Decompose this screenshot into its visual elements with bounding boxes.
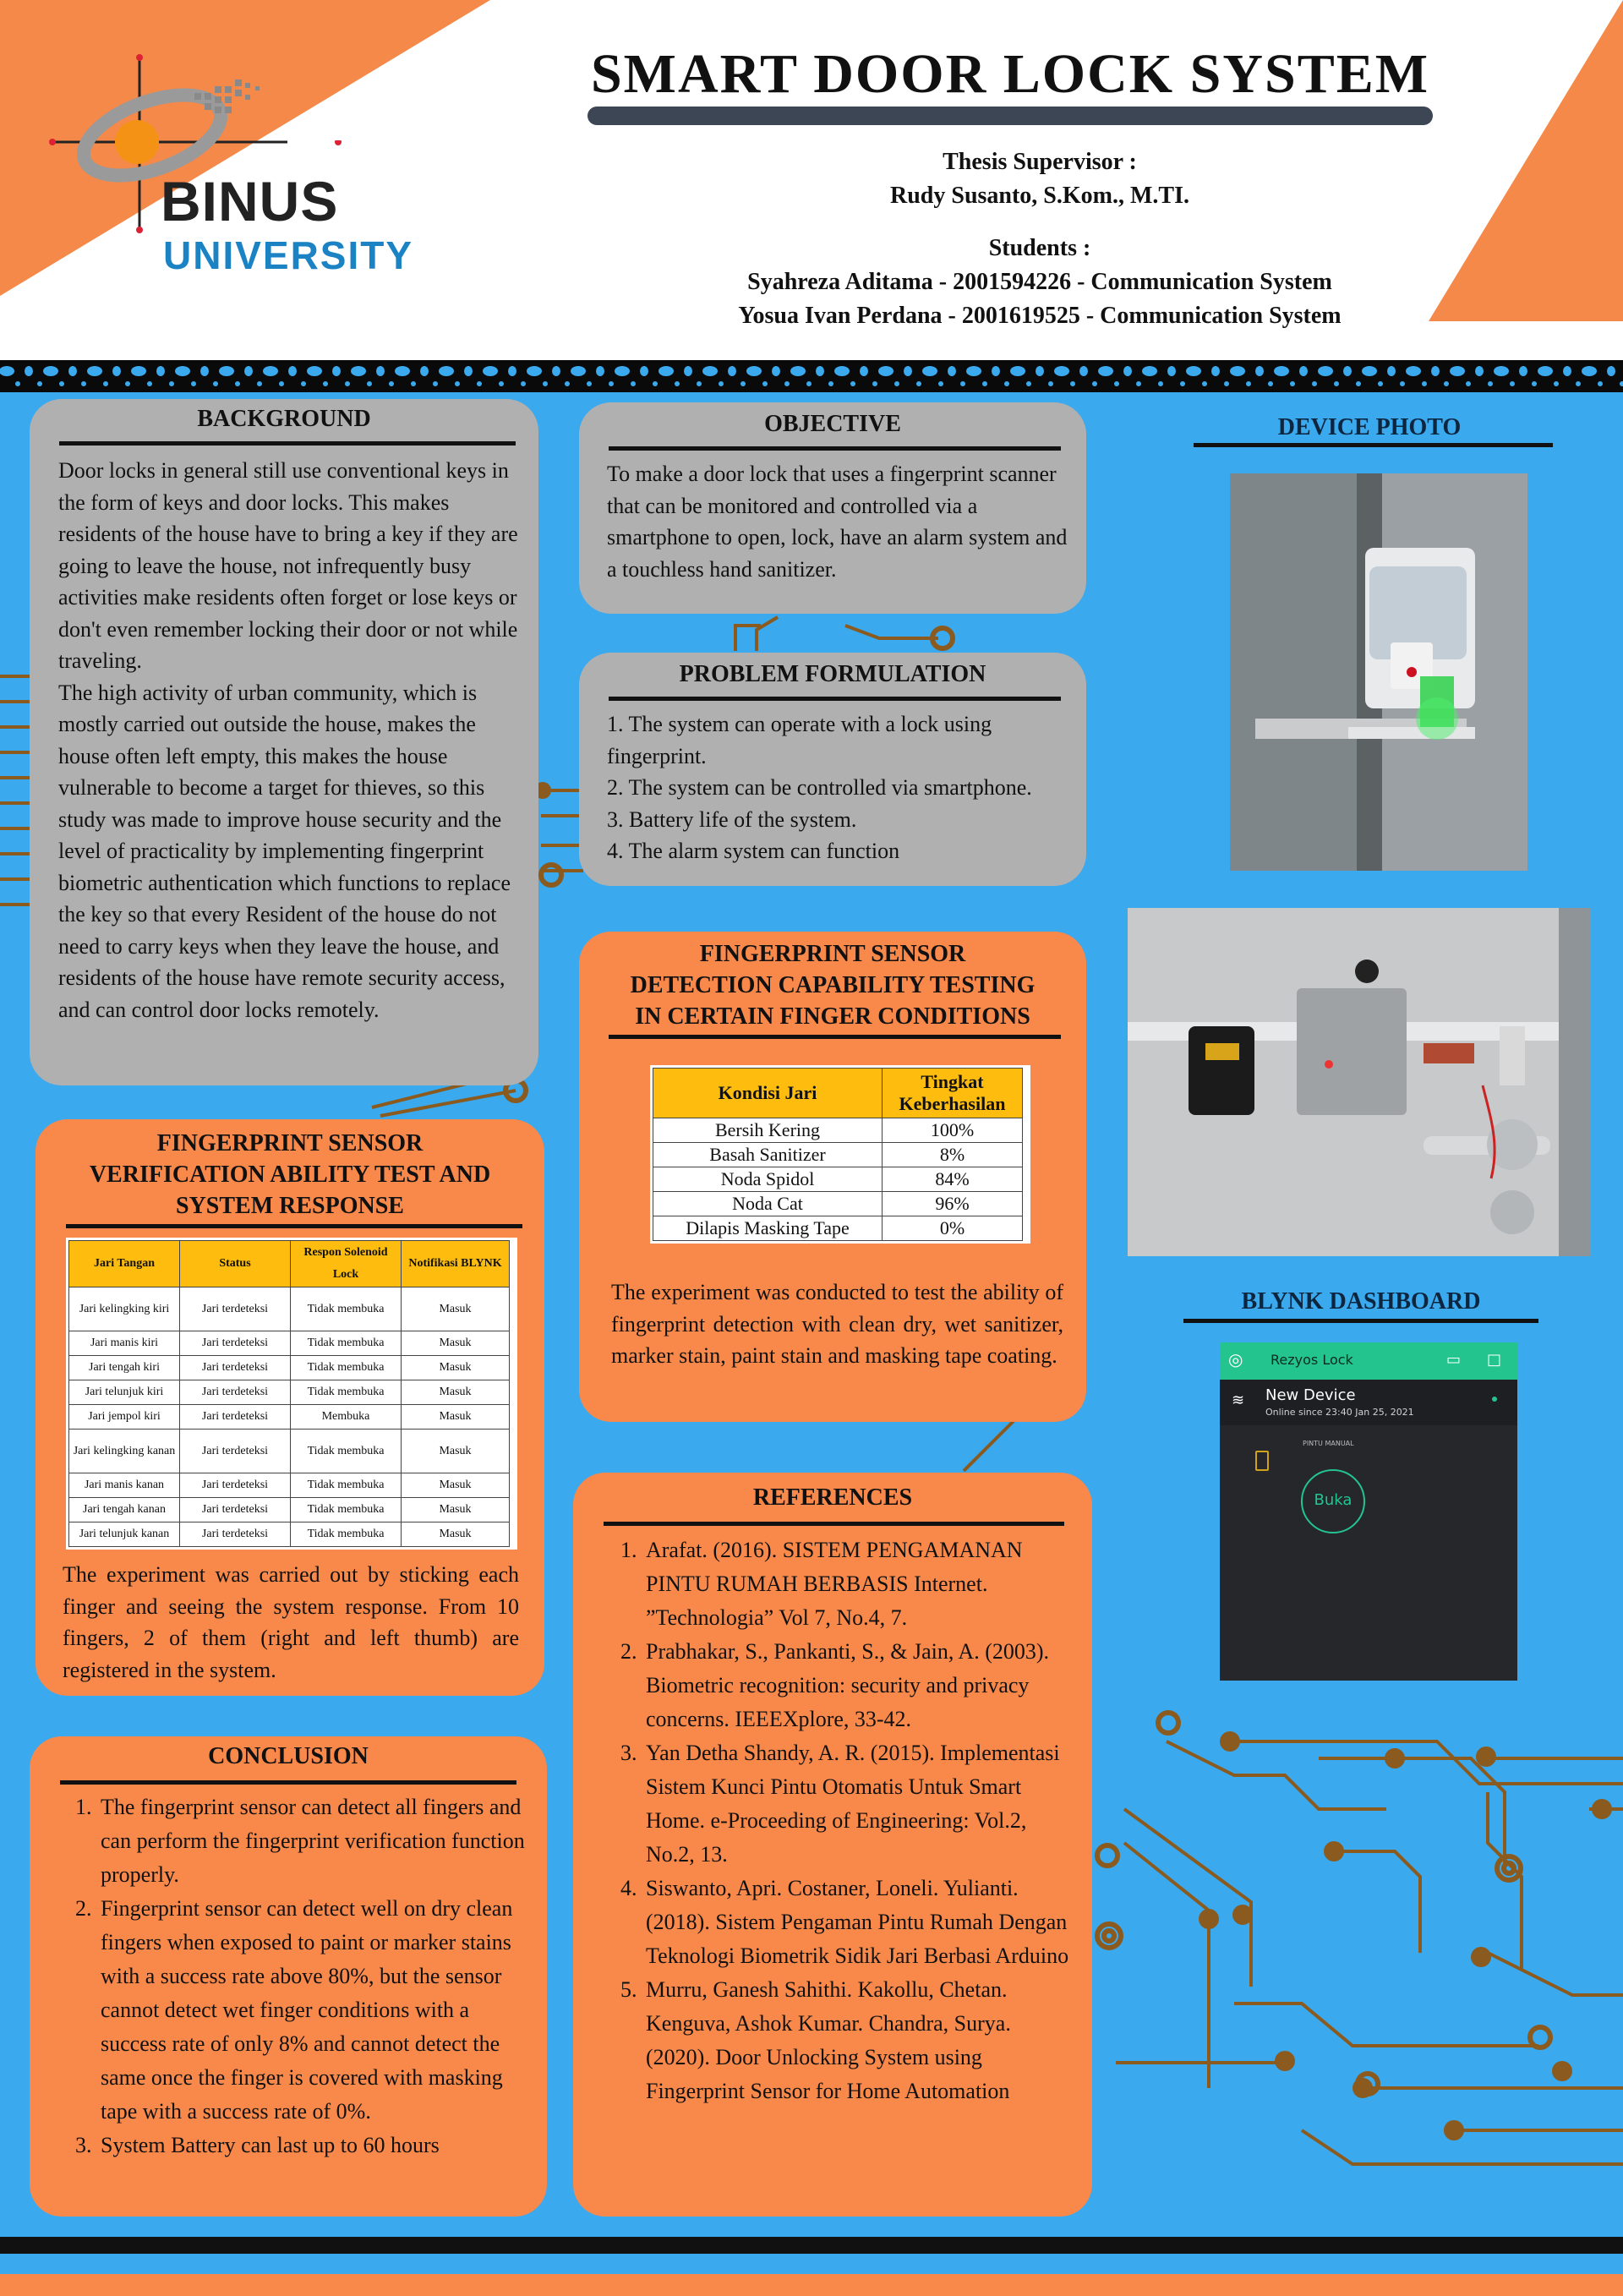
border-dot	[257, 381, 262, 386]
background-title: BACKGROUND	[197, 406, 371, 432]
border-dot	[351, 366, 366, 376]
table-cell: Jari telunjuk kanan	[69, 1522, 180, 1547]
battery-icon[interactable]: ▭	[1446, 1351, 1462, 1369]
border-dot	[916, 381, 921, 386]
border-dot	[1142, 366, 1157, 376]
table-cell: Noda Cat	[653, 1192, 883, 1216]
border-dot	[1186, 366, 1201, 376]
table-cell: Jari terdeteksi	[180, 1356, 291, 1380]
table-cell: Tidak membuka	[291, 1473, 402, 1498]
border-dot	[1202, 381, 1207, 386]
references-rule	[604, 1522, 1064, 1526]
border-dot	[543, 381, 548, 386]
border-dot	[420, 366, 429, 376]
border-dot	[175, 366, 190, 376]
table-cell: 100%	[883, 1118, 1023, 1143]
verification-header: Jari Tangan	[69, 1241, 180, 1287]
problem-rule	[609, 697, 1061, 701]
border-dot	[1343, 366, 1352, 376]
blynk-device-status: Online since 23:40 Jan 25, 2021	[1265, 1407, 1414, 1418]
border-dot	[790, 366, 806, 376]
problem-title: PROBLEM FORMULATION	[679, 661, 986, 687]
detection-title-line3: IN CERTAIN FINGER CONDITIONS	[635, 1003, 1030, 1030]
border-dot	[571, 366, 586, 376]
border-dot	[1026, 381, 1031, 386]
border-dot	[483, 366, 498, 376]
conclusion-title: CONCLUSION	[208, 1743, 369, 1769]
logo-word-binus: BINUS	[161, 170, 339, 232]
border-dot	[872, 381, 877, 386]
dotted-border	[0, 360, 1623, 392]
border-dot	[1378, 381, 1383, 386]
table-cell: 0%	[883, 1216, 1023, 1241]
border-dot	[1576, 381, 1581, 386]
buka-button-label: Buka	[1314, 1491, 1352, 1509]
blynk-widget-label: PINTU MANUAL	[1303, 1440, 1354, 1447]
border-dot	[508, 366, 516, 376]
detection-header: Tingkat Keberhasilan	[883, 1069, 1023, 1118]
settings-icon[interactable]: ◎	[1228, 1349, 1243, 1369]
verification-table	[68, 1240, 510, 1547]
border-dot	[301, 381, 306, 386]
border-dot	[1450, 366, 1465, 376]
border-dot	[658, 366, 674, 376]
border-dot	[15, 381, 20, 386]
online-indicator	[1492, 1397, 1497, 1402]
border-dot	[1224, 381, 1229, 386]
border-dot	[828, 381, 833, 386]
verification-title-line2: VERIFICATION ABILITY TEST AND	[89, 1162, 491, 1188]
objective-text: To make a door lock that uses a fingerprint scanner that can be monitored and controlled via a smartphone to open, lock, have an alarm system and a touchless hand sanitizer.	[607, 462, 1068, 582]
detection-rule	[609, 1035, 1061, 1039]
verification-panel	[36, 1119, 544, 1696]
verification-header: Respon Solenoid Lock	[291, 1241, 402, 1287]
references-panel	[573, 1473, 1092, 2217]
border-dot	[1246, 381, 1251, 386]
border-dot	[1092, 381, 1097, 386]
border-dot	[587, 381, 592, 386]
border-dot	[37, 381, 42, 386]
border-dot	[702, 366, 718, 376]
border-dot	[1010, 366, 1025, 376]
border-dot	[982, 381, 987, 386]
table-cell: Tidak membuka	[291, 1380, 402, 1405]
references-list-wrap	[590, 1533, 1076, 2108]
border-dot	[235, 381, 240, 386]
border-dot	[1334, 381, 1339, 386]
border-dot	[784, 381, 790, 386]
table-cell: Jari tengah kiri	[69, 1356, 180, 1380]
border-dot	[1079, 366, 1088, 376]
verification-header: Notifikasi BLYNK	[402, 1241, 510, 1287]
border-dot	[640, 366, 648, 376]
table-cell: Tidak membuka	[291, 1522, 402, 1547]
border-dot	[960, 381, 965, 386]
border-dot	[1431, 366, 1440, 376]
border-dot	[675, 381, 680, 386]
border-dot	[1387, 366, 1396, 376]
border-dot	[81, 381, 86, 386]
table-cell: Jari telunjuk kiri	[69, 1380, 180, 1405]
border-dot	[772, 366, 780, 376]
border-dot	[1230, 366, 1245, 376]
conclusion-list	[53, 1790, 527, 2162]
verification-title	[36, 1128, 544, 1222]
table-cell: Jari tengah kanan	[69, 1498, 180, 1522]
conclusion-item: 2. Fingerprint sensor can detect well on dry clean fingers when exposed to paint or marker stains with a success rate above 80%, but the sensor cannot detect wet finger conditions with a success rate of only 8% and cannot detect the same once the finger is covered with masking tape with a success rate of 0%.	[97, 1892, 527, 2129]
table-cell: Dilapis Masking Tape	[653, 1216, 883, 1241]
border-dot	[103, 381, 108, 386]
detection-panel	[579, 932, 1086, 1422]
border-dot	[43, 366, 58, 376]
border-dot	[395, 366, 410, 376]
device-photo-rule	[1194, 443, 1553, 447]
border-dot	[131, 366, 146, 376]
border-dot	[279, 381, 284, 386]
border-dot	[125, 381, 130, 386]
verification-rule	[66, 1224, 522, 1228]
border-dot	[1607, 366, 1615, 376]
border-dot	[433, 381, 438, 386]
border-dot	[1406, 366, 1421, 376]
border-dot	[1268, 381, 1273, 386]
background-text	[58, 455, 519, 1025]
border-dot	[1598, 381, 1603, 386]
border-dot	[596, 366, 604, 376]
reference-item: 5. Murru, Ganesh Sahithi. Kakollu, Chetan. Kenguva, Ashok Kumar. Chandra, Surya. (2020). Door Unlocking System using Fingerprint Sensor for Home Automation	[642, 1973, 1076, 2108]
reference-item: 3. Yan Detha Shandy, A. R. (2015). Implementasi Sistem Kunci Pintu Otomatis Untuk Smart Home. e-Proceeding of Engineering: Vol.2, No.2, 13.	[642, 1736, 1076, 1872]
student-2: Yosua Ivan Perdana - 2001619525 - Communication System	[738, 303, 1342, 329]
border-dot	[376, 366, 385, 376]
header	[0, 0, 1623, 362]
border-dot	[367, 381, 372, 386]
blynk-device-name: New Device	[1265, 1386, 1356, 1404]
verification-header: Status	[180, 1241, 291, 1287]
border-dot	[565, 381, 570, 386]
phone-icon	[1255, 1451, 1269, 1471]
border-dot	[653, 381, 658, 386]
border-dot	[1466, 381, 1471, 386]
border-dot	[1312, 381, 1317, 386]
border-dot	[1582, 366, 1597, 376]
border-dot	[323, 381, 328, 386]
border-dot	[1444, 381, 1449, 386]
border-dot	[1274, 366, 1289, 376]
table-cell: Noda Spidol	[653, 1167, 883, 1192]
border-dot	[719, 381, 724, 386]
students-label: Students :	[988, 235, 1091, 261]
table-cell: Masuk	[402, 1405, 510, 1430]
border-dot	[1004, 381, 1009, 386]
square-icon[interactable]: □	[1487, 1351, 1502, 1369]
verification-title-line1: FINGERPRINT SENSOR	[156, 1130, 424, 1156]
table-cell: Masuk	[402, 1356, 510, 1380]
border-dot	[87, 366, 102, 376]
detection-table-wrap	[650, 1065, 1030, 1244]
reference-item: 2. Prabhakar, S., Pankanti, S., & Jain, A. (2003). Biometric recognition: security and privacy concerns. IEEEXplore, 33-42.	[642, 1635, 1076, 1736]
border-dot	[1475, 366, 1484, 376]
border-dot	[200, 366, 209, 376]
border-dot	[615, 366, 630, 376]
wifi-icon: ≋	[1232, 1391, 1245, 1409]
border-dot	[740, 381, 746, 386]
background-para-2: The high activity of urban community, which is mostly carried out outside the house, makes the house often left empty, this makes the house vulnerable to become a target for thieves, so this study was made to improve house security and the level of practicality by implementing fingerprint biometric authentication which functions to replace the key so that every Resident of the house do not need to carry keys when they leave the house, and residents of the house have remote security access, and can control door locks remotely.	[58, 680, 511, 1022]
border-dot	[1136, 381, 1141, 386]
border-dot	[345, 381, 350, 386]
table-cell: Jari kelingking kiri	[69, 1287, 180, 1331]
problem-item: 4. The alarm system can function	[607, 839, 900, 863]
device-photo-sanitizer	[1230, 473, 1527, 871]
border-dot	[938, 381, 943, 386]
table-cell: Jari kelingking kanan	[69, 1430, 180, 1473]
table-cell: Masuk	[402, 1473, 510, 1498]
detection-title-line1: FINGERPRINT SENSOR	[699, 941, 966, 967]
border-dot	[439, 366, 454, 376]
border-dot	[1422, 381, 1427, 386]
verification-title-line3: SYSTEM RESPONSE	[176, 1193, 404, 1219]
table-cell: Jari terdeteksi	[180, 1380, 291, 1405]
border-dot	[1158, 381, 1163, 386]
border-dot	[728, 366, 736, 376]
table-cell: Jari jempol kiri	[69, 1405, 180, 1430]
blynk-device-bar[interactable]	[1220, 1380, 1517, 1425]
border-dot	[1290, 381, 1295, 386]
border-dot	[59, 381, 64, 386]
border-dot	[878, 366, 893, 376]
border-dot	[684, 366, 692, 376]
border-dot	[263, 366, 278, 376]
border-dot	[244, 366, 253, 376]
poster-title: SMART DOOR LOCK SYSTEM	[590, 43, 1430, 105]
detection-title	[579, 938, 1086, 1032]
table-cell: Jari manis kanan	[69, 1473, 180, 1498]
border-dot	[1299, 366, 1308, 376]
conclusion-panel	[30, 1736, 547, 2217]
border-dot	[1036, 366, 1044, 376]
problem-panel	[579, 653, 1086, 886]
background-para-1: Door locks in general still use conventional keys in the form of keys and door locks. This makes residents of the house have to bring a key if they are going to leave the house, not infrequently busy activities make residents often forget or lose keys or don't even remember locking their door or not while traveling.	[58, 458, 518, 673]
table-cell: Bersih Kering	[653, 1118, 883, 1143]
reference-item: 4. Siswanto, Apri. Costaner, Loneli. Yulianti. (2018). Sistem Pengaman Pintu Rumah Dengan Teknologi Biometrik Sidik Jari Berbasi Arduino	[642, 1872, 1076, 1973]
reference-item: 1. Arafat. (2016). SISTEM PENGAMANAN PINTU RUMAH BERBASIS Internet. ”Technologia” Vol 7, No.4, 7.	[642, 1533, 1076, 1635]
conclusion-item: 3. System Battery can last up to 60 hours	[97, 2129, 527, 2162]
border-dot	[213, 381, 218, 386]
student-1: Syahreza Aditama - 2001594226 - Communication System	[747, 269, 1332, 295]
logo-word-university: UNIVERSITY	[163, 233, 414, 277]
border-dot	[411, 381, 416, 386]
verification-text: The experiment was carried out by sticking each finger and seeing the system response. From 10 fingers, 2 of them (right and left thumb) are registered in the system.	[63, 1562, 519, 1682]
border-dot	[191, 381, 196, 386]
problem-item: 2. The system can be controlled via smartphone.	[607, 775, 1032, 800]
border-dot	[1494, 366, 1509, 376]
border-dot	[609, 381, 614, 386]
border-dot	[834, 366, 850, 376]
supervisor-label: Thesis Supervisor :	[943, 149, 1137, 175]
border-dot	[389, 381, 394, 386]
table-cell: Jari terdeteksi	[180, 1331, 291, 1356]
border-dot	[169, 381, 174, 386]
border-dot	[455, 381, 460, 386]
blynk-app-bar	[1220, 1342, 1517, 1380]
table-cell: Tidak membuka	[291, 1331, 402, 1356]
table-cell: 96%	[883, 1192, 1023, 1216]
border-dot	[966, 366, 981, 376]
objective-rule	[609, 446, 1061, 451]
table-cell: Basah Sanitizer	[653, 1143, 883, 1167]
table-cell: Tidak membuka	[291, 1356, 402, 1380]
border-dot	[1098, 366, 1113, 376]
table-cell: Masuk	[402, 1430, 510, 1473]
border-dot	[1318, 366, 1333, 376]
border-dot	[816, 366, 824, 376]
border-dot	[948, 366, 956, 376]
border-dot	[68, 366, 77, 376]
buka-button[interactable]	[1301, 1469, 1365, 1533]
detection-table	[653, 1068, 1023, 1241]
border-dot	[1554, 381, 1559, 386]
border-dot	[332, 366, 341, 376]
border-dot	[746, 366, 762, 376]
problem-item: 1. The system can operate with a lock using fingerprint.	[607, 712, 992, 768]
border-dot	[762, 381, 768, 386]
problem-list	[607, 708, 1072, 867]
objective-panel	[579, 402, 1086, 614]
border-dot	[1114, 381, 1119, 386]
border-dot	[860, 366, 868, 376]
border-dot	[1400, 381, 1405, 386]
table-cell: 8%	[883, 1143, 1023, 1167]
table-cell: Tidak membuka	[291, 1498, 402, 1522]
bottom-bar-black	[0, 2237, 1623, 2254]
border-dot	[1167, 366, 1176, 376]
table-cell: Masuk	[402, 1380, 510, 1405]
background-rule	[59, 441, 516, 446]
border-dot	[499, 381, 504, 386]
border-dot	[521, 381, 526, 386]
table-cell: Jari terdeteksi	[180, 1498, 291, 1522]
table-cell: Jari terdeteksi	[180, 1522, 291, 1547]
border-dot	[1180, 381, 1185, 386]
border-dot	[1054, 366, 1069, 376]
border-dot	[1510, 381, 1515, 386]
border-dot	[1123, 366, 1132, 376]
border-dot	[1519, 366, 1527, 376]
blynk-title: BLYNK DASHBOARD	[1241, 1288, 1481, 1315]
border-dot	[25, 366, 33, 376]
table-cell: Jari terdeteksi	[180, 1430, 291, 1473]
logo-axis-end	[334, 140, 359, 149]
border-dot	[992, 366, 1000, 376]
table-cell: Jari terdeteksi	[180, 1405, 291, 1430]
border-dot	[850, 381, 855, 386]
table-cell: Masuk	[402, 1287, 510, 1331]
table-cell: Membuka	[291, 1405, 402, 1430]
verification-table-wrap	[66, 1238, 517, 1550]
border-dot	[894, 381, 899, 386]
device-photo-lock	[1128, 908, 1591, 1256]
border-dot	[697, 381, 702, 386]
conclusion-item: 1. The fingerprint sensor can detect all fingers and can perform the fingerprint verification function properly.	[97, 1790, 527, 1892]
border-dot	[552, 366, 560, 376]
border-dot	[631, 381, 636, 386]
table-cell: Masuk	[402, 1498, 510, 1522]
blynk-rule	[1183, 1319, 1538, 1323]
border-dot	[1070, 381, 1075, 386]
border-dot	[922, 366, 937, 376]
table-cell: Masuk	[402, 1331, 510, 1356]
border-dot	[307, 366, 322, 376]
border-dot	[1488, 381, 1493, 386]
border-dot	[156, 366, 165, 376]
device-photo-title: DEVICE PHOTO	[1277, 414, 1462, 440]
supervisor-name: Rudy Susanto, S.Kom., M.TI.	[890, 183, 1189, 209]
conclusion-rule	[60, 1780, 516, 1785]
detection-text: The experiment was conducted to test the ability of fingerprint detection with clean dry, wet sanitizer, marker stain, paint stain and masking tape coating.	[611, 1280, 1063, 1368]
border-dot	[464, 366, 473, 376]
border-dot	[806, 381, 812, 386]
border-dot	[147, 381, 152, 386]
border-dot	[1255, 366, 1264, 376]
conclusion-list-wrap	[53, 1790, 527, 2162]
title-underline	[587, 107, 1433, 125]
border-dot	[112, 366, 121, 376]
references-list	[590, 1533, 1076, 2108]
border-dot	[527, 366, 542, 376]
blynk-app-name: Rezyos Lock	[1271, 1352, 1353, 1368]
border-dot	[477, 381, 482, 386]
bottom-bar-orange	[0, 2274, 1623, 2296]
detection-title-line2: DETECTION CAPABILITY TESTING	[630, 972, 1036, 998]
border-dot	[1532, 381, 1537, 386]
table-cell: Jari manis kiri	[69, 1331, 180, 1356]
border-dot	[219, 366, 234, 376]
table-cell: Masuk	[402, 1522, 510, 1547]
border-dot	[1211, 366, 1220, 376]
border-dot	[904, 366, 912, 376]
problem-item: 3. Battery life of the system.	[607, 806, 857, 832]
objective-title: OBJECTIVE	[764, 411, 901, 437]
border-dot	[1563, 366, 1571, 376]
table-cell: Jari terdeteksi	[180, 1473, 291, 1498]
border-dot	[288, 366, 297, 376]
background-panel	[30, 399, 538, 1085]
detection-header: Kondisi Jari	[653, 1069, 883, 1118]
references-title: REFERENCES	[752, 1484, 913, 1511]
table-cell: Tidak membuka	[291, 1287, 402, 1331]
border-dot	[1362, 366, 1377, 376]
table-cell: Tidak membuka	[291, 1430, 402, 1473]
table-cell: 84%	[883, 1167, 1023, 1192]
border-dot	[1048, 381, 1053, 386]
border-dot	[1356, 381, 1361, 386]
blynk-screenshot	[1220, 1342, 1517, 1681]
table-cell: Jari terdeteksi	[180, 1287, 291, 1331]
border-dot	[1538, 366, 1553, 376]
